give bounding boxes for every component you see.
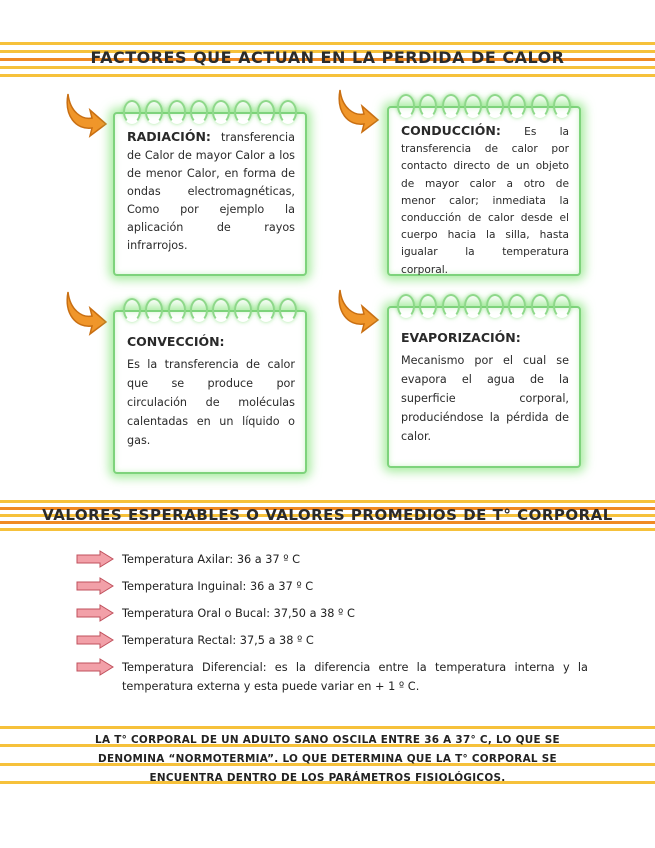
spiral-rings bbox=[397, 94, 571, 116]
stripe bbox=[0, 500, 655, 503]
card-heading: RADIACIÓN: bbox=[127, 129, 211, 144]
spiral-rings bbox=[397, 294, 571, 316]
list-item bbox=[76, 658, 588, 696]
arrow-right-icon bbox=[76, 604, 114, 622]
stripe bbox=[0, 74, 655, 77]
list-item bbox=[76, 550, 588, 569]
footer-note: LA T° CORPORAL DE UN ADULTO SANO OSCILA ENTRE 36 A 37° C, LO QUE SE DENOMINA “NORMOTERMIA”. LO QUE DETERMINA QUE LA T° CORPORAL SE ENCUENTRA DENTRO DE LOS PARÁMETROS FISIOLÓGICOS. bbox=[95, 734, 560, 784]
list-item-text: Temperatura Rectal: 37,5 a 38 º C bbox=[122, 634, 314, 647]
curved-arrow-icon bbox=[334, 84, 382, 136]
list-item bbox=[76, 604, 588, 623]
temperature-list bbox=[76, 550, 588, 704]
stripe bbox=[0, 42, 655, 45]
section-title-values: VALORES ESPERABLES O VALORES PROMEDIOS DE T° CORPORAL bbox=[42, 506, 613, 524]
curved-arrow-icon bbox=[62, 286, 110, 338]
section-title-heat-loss: FACTORES QUE ACTUAN EN LA PERDIDA DE CALOR bbox=[90, 48, 565, 67]
card-body: Es la transferencia de calor que se produce por circulación de moléculas calentadas en un líquido o gas. bbox=[127, 358, 295, 447]
curved-arrow-icon bbox=[334, 284, 382, 336]
list-item bbox=[76, 577, 588, 596]
card-conveccion bbox=[113, 310, 307, 474]
stripe bbox=[0, 726, 655, 729]
arrow-right-icon bbox=[76, 577, 114, 595]
card-radiacion bbox=[113, 112, 307, 276]
stripe bbox=[0, 528, 655, 531]
card-body: transferencia de Calor de mayor Calor a los de menor Calor, en forma de ondas electromagnéticas, Como por ejemplo la aplicación de rayos infrarrojos. bbox=[127, 131, 295, 252]
list-item-text: Temperatura Diferencial: es la diferencia entre la temperatura interna y la temperatura externa y esta puede variar en + 1 º C. bbox=[122, 661, 588, 693]
arrow-right-icon bbox=[76, 631, 114, 649]
card-body: Mecanismo por el cual se evapora el agua de la superficie corporal, produciéndose la pérdida de calor. bbox=[401, 354, 569, 443]
card-evaporizacion bbox=[387, 306, 581, 468]
list-item-text: Temperatura Inguinal: 36 a 37 º C bbox=[122, 580, 314, 593]
spiral-rings bbox=[123, 298, 297, 320]
spiral-rings bbox=[123, 100, 297, 122]
card-body: Es la transferencia de calor por contacto directo de un objeto de mayor calor a otro de menor calor; inmediata la conducción de calor desde el cuerpo hacia la silla, hasta igualar la temperatura corporal. bbox=[401, 126, 570, 276]
list-item-text: Temperatura Axilar: 36 a 37 º C bbox=[122, 553, 301, 566]
card-heading: CONDUCCIÓN: bbox=[401, 123, 501, 138]
list-item-text: Temperatura Oral o Bucal: 37,50 a 38 º C bbox=[122, 607, 355, 620]
curved-arrow-icon bbox=[62, 88, 110, 140]
card-heading: EVAPORIZACIÓN: bbox=[401, 330, 521, 345]
arrow-right-icon bbox=[76, 550, 114, 568]
card-heading: CONVECCIÓN: bbox=[127, 334, 225, 349]
card-conduccion bbox=[387, 106, 581, 276]
arrow-right-icon bbox=[76, 658, 114, 676]
list-item bbox=[76, 631, 588, 650]
